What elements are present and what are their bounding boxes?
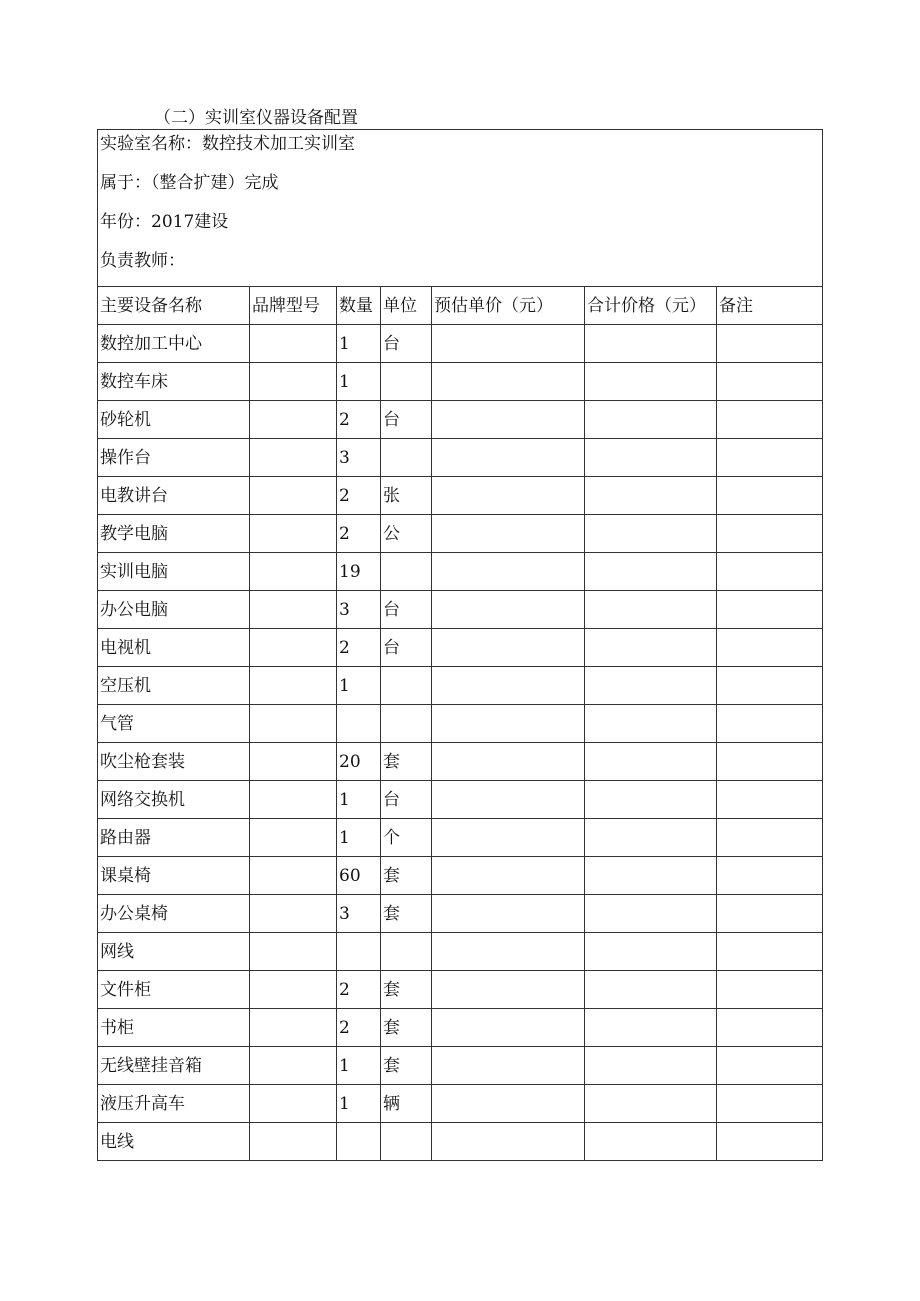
cell-total-price [585,819,717,857]
cell-brand-model [250,591,337,629]
cell-unit-price [432,857,585,895]
cell-total-price [585,1047,717,1085]
cell-unit: 辆 [381,1085,432,1123]
header-unit-price: 预估单价（元） [432,287,585,325]
cell-remarks [717,591,823,629]
cell-equipment-name: 教学电脑 [98,515,250,553]
cell-unit-price [432,439,585,477]
cell-unit: 套 [381,743,432,781]
cell-quantity: 1 [337,1085,381,1123]
table-row [98,1047,823,1085]
cell-total-price [585,895,717,933]
cell-remarks [717,1123,823,1161]
cell-quantity: 3 [337,439,381,477]
lab-belongs: 属于：（整合扩建）完成 [100,173,279,193]
cell-equipment-name: 路由器 [98,819,250,857]
cell-remarks [717,629,823,667]
table-row [98,439,823,477]
cell-quantity: 2 [337,515,381,553]
cell-unit [381,363,432,401]
table-row [98,629,823,667]
cell-equipment-name: 空压机 [98,667,250,705]
cell-equipment-name: 文件柜 [98,971,250,1009]
table-row [98,895,823,933]
cell-unit: 套 [381,1047,432,1085]
cell-brand-model [250,629,337,667]
lab-teacher: 负责教师： [100,251,185,271]
cell-total-price [585,439,717,477]
cell-remarks [717,971,823,1009]
cell-total-price [585,363,717,401]
cell-total-price [585,781,717,819]
cell-total-price [585,1009,717,1047]
header-remarks: 备注 [717,287,823,325]
cell-unit: 台 [381,629,432,667]
table-row [98,819,823,857]
cell-quantity: 3 [337,591,381,629]
cell-brand-model [250,401,337,439]
table-row [98,1123,823,1161]
cell-unit: 台 [381,325,432,363]
cell-unit: 套 [381,857,432,895]
cell-quantity [337,933,381,971]
cell-unit-price [432,895,585,933]
equipment-table [97,129,823,1161]
table-row [98,591,823,629]
cell-remarks [717,857,823,895]
cell-brand-model [250,1085,337,1123]
cell-unit: 公 [381,515,432,553]
lab-name: 实验室名称：数控技术加工实训室 [100,134,355,154]
table-row [98,667,823,705]
cell-quantity: 1 [337,1047,381,1085]
cell-remarks [717,895,823,933]
cell-equipment-name: 电视机 [98,629,250,667]
cell-brand-model [250,705,337,743]
cell-remarks [717,401,823,439]
table-row [98,705,823,743]
cell-quantity: 1 [337,667,381,705]
cell-quantity [337,705,381,743]
cell-brand-model [250,857,337,895]
cell-quantity [337,1123,381,1161]
cell-unit-price [432,401,585,439]
section-title: （二）实训室仪器设备配置 [154,108,358,128]
cell-remarks [717,439,823,477]
header-quantity: 数量 [337,287,381,325]
cell-unit-price [432,477,585,515]
cell-brand-model [250,781,337,819]
table-row [98,857,823,895]
cell-unit-price [432,1085,585,1123]
cell-brand-model [250,743,337,781]
cell-unit [381,667,432,705]
table-row [98,477,823,515]
cell-remarks [717,743,823,781]
cell-equipment-name: 吹尘枪套装 [98,743,250,781]
table-row [98,515,823,553]
cell-unit-price [432,743,585,781]
cell-unit-price [432,325,585,363]
cell-unit: 台 [381,401,432,439]
header-equipment-name: 主要设备名称 [98,287,250,325]
cell-quantity: 1 [337,363,381,401]
table-row [98,363,823,401]
cell-remarks [717,705,823,743]
cell-equipment-name: 实训电脑 [98,553,250,591]
cell-equipment-name: 办公电脑 [98,591,250,629]
cell-remarks [717,515,823,553]
cell-equipment-name: 液压升高车 [98,1085,250,1123]
cell-unit-price [432,553,585,591]
table-row [98,933,823,971]
cell-quantity: 3 [337,895,381,933]
cell-brand-model [250,819,337,857]
cell-unit [381,933,432,971]
table-row [98,743,823,781]
cell-unit-price [432,515,585,553]
lab-year: 年份：2017建设 [100,212,229,232]
cell-total-price [585,477,717,515]
cell-unit-price [432,629,585,667]
cell-total-price [585,667,717,705]
cell-quantity: 2 [337,629,381,667]
cell-total-price [585,743,717,781]
table-row [98,971,823,1009]
cell-quantity: 2 [337,401,381,439]
cell-total-price [585,325,717,363]
cell-unit-price [432,933,585,971]
cell-unit [381,1123,432,1161]
cell-quantity: 60 [337,857,381,895]
cell-unit-price [432,363,585,401]
cell-quantity: 2 [337,1009,381,1047]
cell-equipment-name: 电教讲台 [98,477,250,515]
cell-equipment-name: 网线 [98,933,250,971]
table-row [98,781,823,819]
cell-remarks [717,477,823,515]
lab-info-row [98,130,823,287]
cell-brand-model [250,325,337,363]
cell-equipment-name: 砂轮机 [98,401,250,439]
cell-quantity: 19 [337,553,381,591]
cell-total-price [585,1085,717,1123]
cell-total-price [585,971,717,1009]
cell-unit-price [432,705,585,743]
table-row [98,553,823,591]
cell-unit-price [432,1123,585,1161]
cell-brand-model [250,553,337,591]
cell-unit [381,553,432,591]
cell-brand-model [250,515,337,553]
cell-unit: 张 [381,477,432,515]
cell-unit: 台 [381,591,432,629]
cell-equipment-name: 操作台 [98,439,250,477]
cell-brand-model [250,971,337,1009]
cell-remarks [717,933,823,971]
header-unit: 单位 [381,287,432,325]
cell-unit: 套 [381,1009,432,1047]
cell-quantity: 20 [337,743,381,781]
cell-quantity: 2 [337,477,381,515]
table-row [98,401,823,439]
cell-brand-model [250,1047,337,1085]
cell-brand-model [250,1009,337,1047]
cell-brand-model [250,667,337,705]
cell-equipment-name: 书柜 [98,1009,250,1047]
lab-info-cell [98,130,823,287]
cell-remarks [717,781,823,819]
cell-remarks [717,363,823,401]
cell-unit [381,439,432,477]
cell-unit-price [432,667,585,705]
cell-equipment-name: 课桌椅 [98,857,250,895]
table-row [98,1009,823,1047]
cell-total-price [585,553,717,591]
cell-quantity: 1 [337,325,381,363]
cell-total-price [585,401,717,439]
cell-remarks [717,553,823,591]
table-row [98,1085,823,1123]
cell-unit: 套 [381,895,432,933]
cell-total-price [585,629,717,667]
header-brand-model: 品牌型号 [250,287,337,325]
cell-total-price [585,591,717,629]
cell-remarks [717,1009,823,1047]
cell-total-price [585,1123,717,1161]
cell-quantity: 1 [337,781,381,819]
cell-remarks [717,819,823,857]
cell-unit [381,705,432,743]
cell-unit-price [432,1009,585,1047]
cell-remarks [717,667,823,705]
cell-equipment-name: 办公桌椅 [98,895,250,933]
cell-unit: 台 [381,781,432,819]
cell-total-price [585,705,717,743]
cell-quantity: 2 [337,971,381,1009]
header-total-price: 合计价格（元） [585,287,717,325]
cell-equipment-name: 无线壁挂音箱 [98,1047,250,1085]
cell-brand-model [250,1123,337,1161]
cell-brand-model [250,895,337,933]
cell-remarks [717,1047,823,1085]
cell-total-price [585,515,717,553]
cell-unit: 套 [381,971,432,1009]
cell-total-price [585,933,717,971]
cell-equipment-name: 数控加工中心 [98,325,250,363]
cell-remarks [717,1085,823,1123]
cell-brand-model [250,477,337,515]
cell-equipment-name: 网络交换机 [98,781,250,819]
cell-brand-model [250,363,337,401]
cell-brand-model [250,439,337,477]
cell-unit-price [432,1047,585,1085]
table-row [98,325,823,363]
cell-brand-model [250,933,337,971]
cell-total-price [585,857,717,895]
cell-equipment-name: 气管 [98,705,250,743]
cell-equipment-name: 电线 [98,1123,250,1161]
cell-remarks [717,325,823,363]
cell-unit-price [432,781,585,819]
cell-unit-price [432,971,585,1009]
header-row [98,287,823,325]
cell-equipment-name: 数控车床 [98,363,250,401]
cell-quantity: 1 [337,819,381,857]
cell-unit-price [432,819,585,857]
cell-unit-price [432,591,585,629]
cell-unit: 个 [381,819,432,857]
